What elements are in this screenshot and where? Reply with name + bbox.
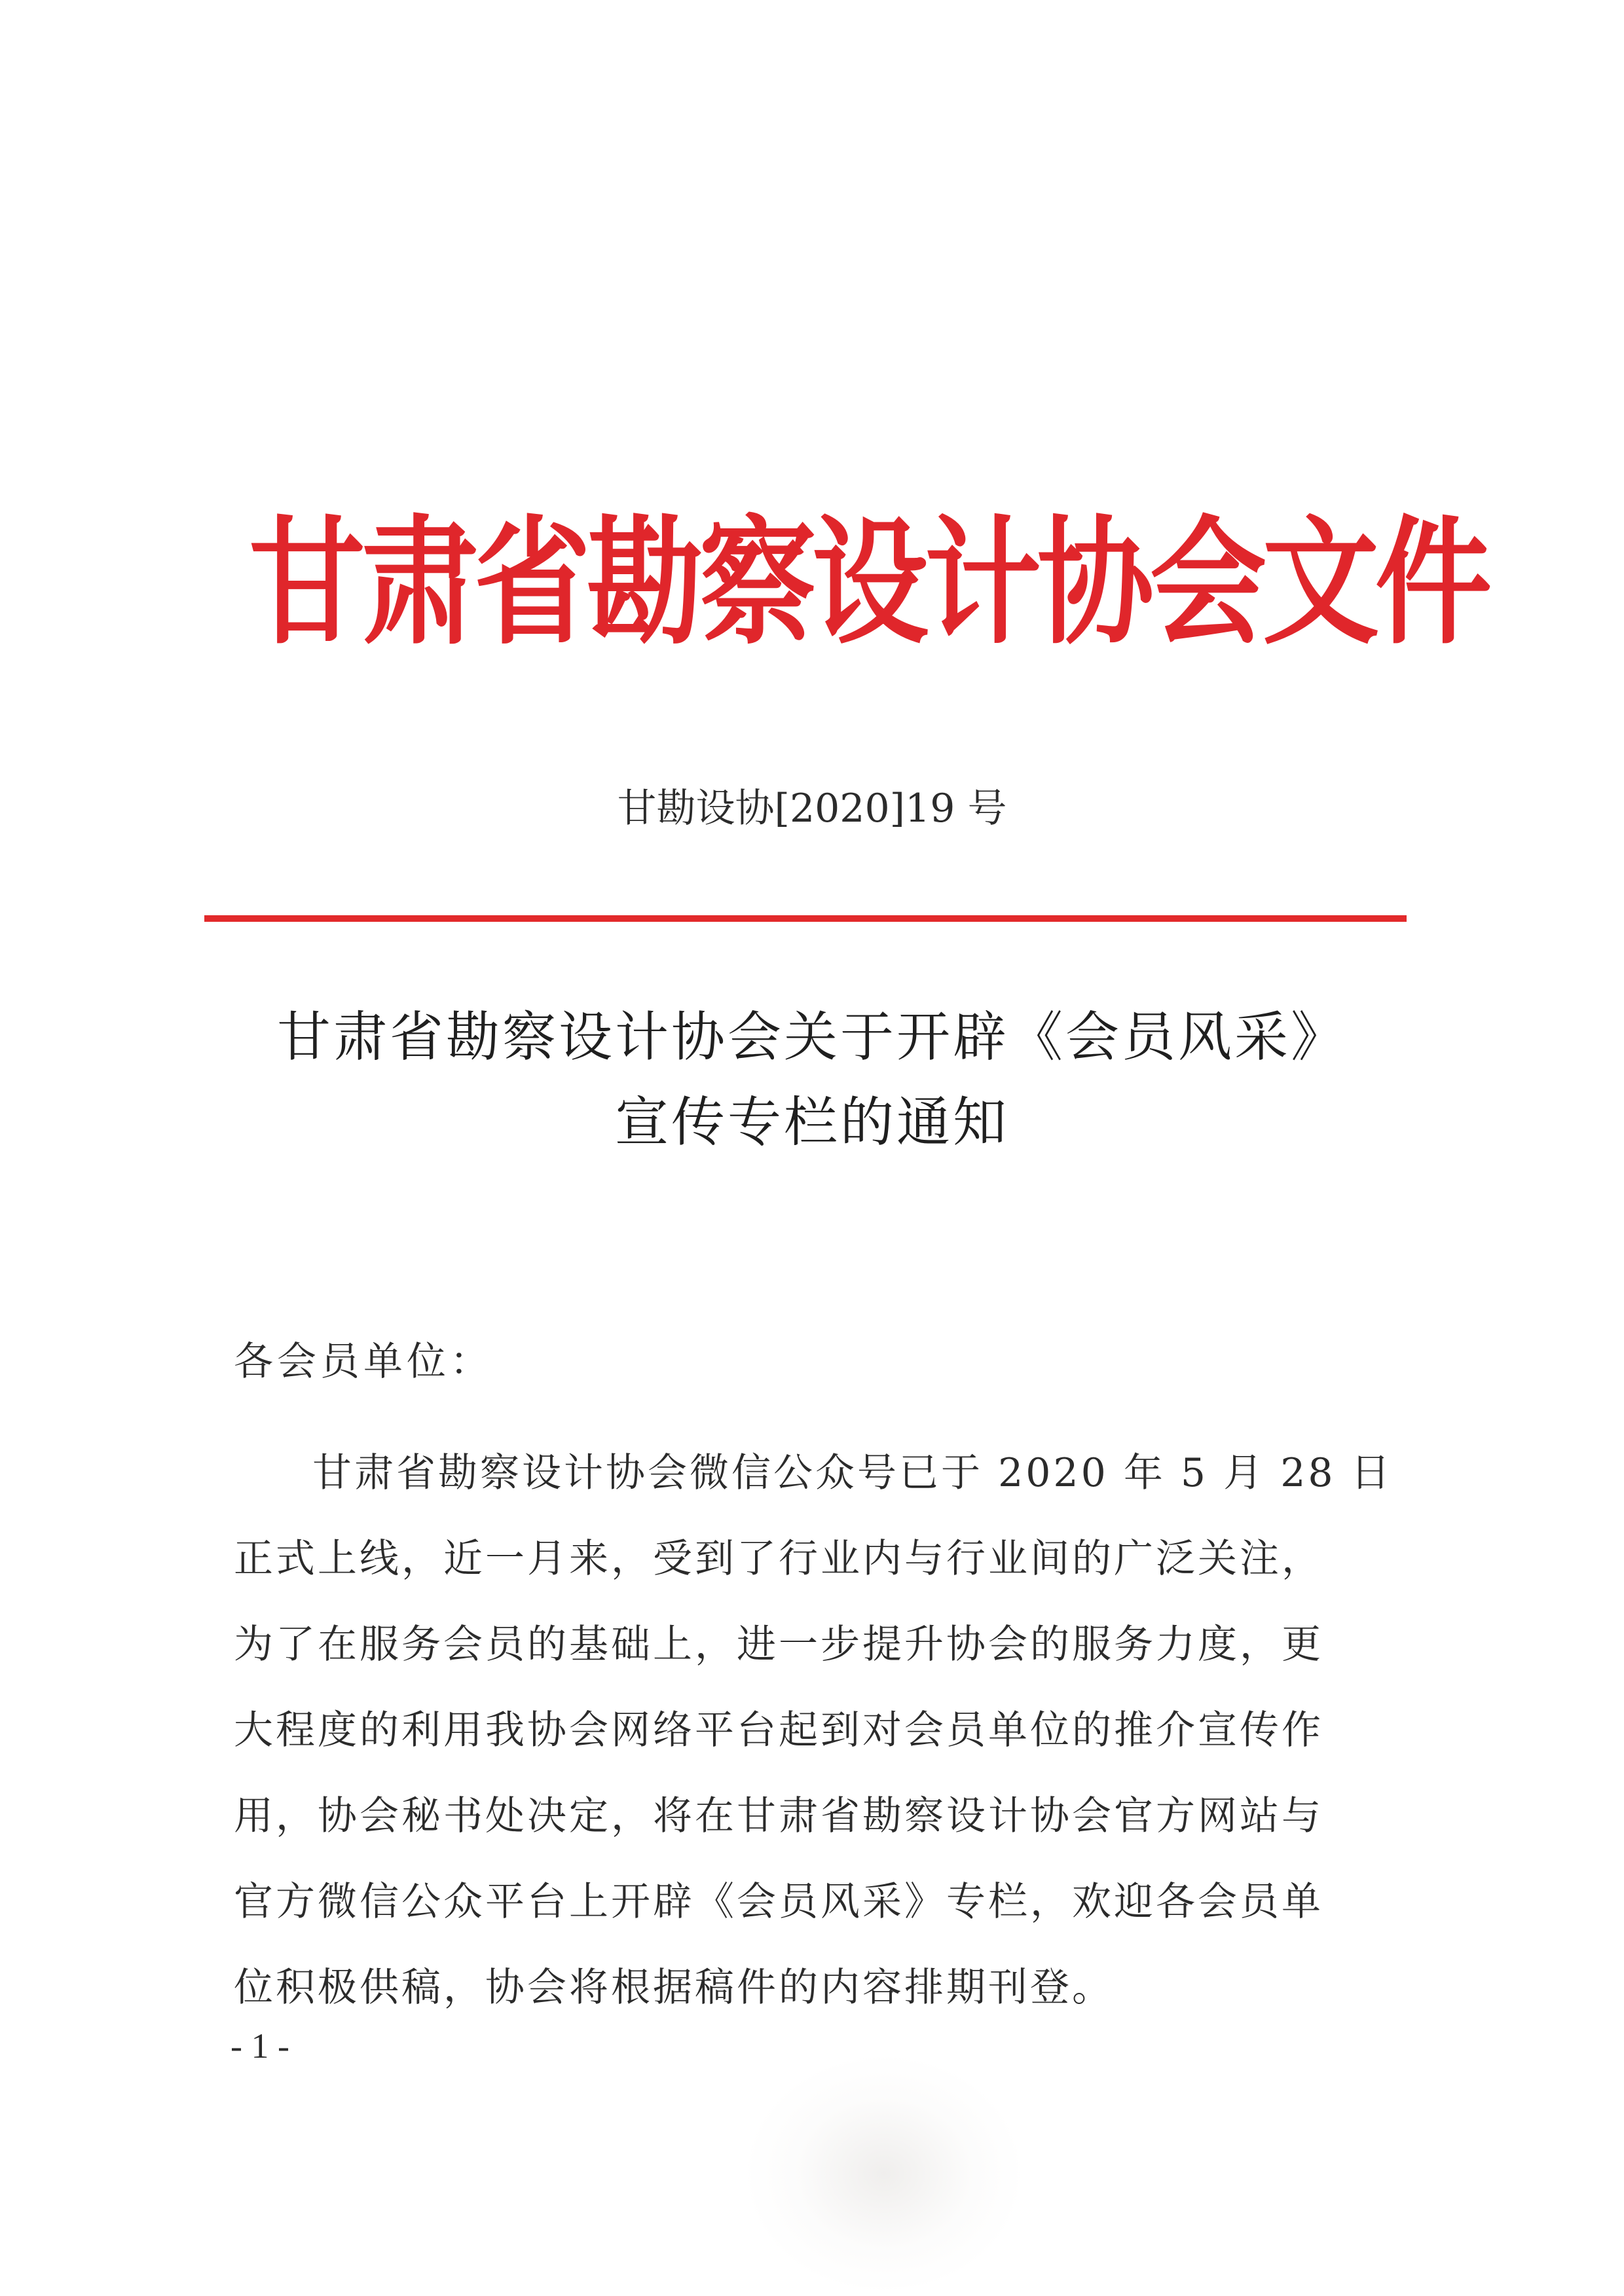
notice-title-line-1: 甘肃省勘察设计协会关于开辟《会员风采》 xyxy=(276,1006,1347,1068)
salutation: 各会员单位： xyxy=(234,1339,493,1385)
body-line: 甘肃省勘察设计协会微信公众号已于 2020 年 5 月 28 日 xyxy=(312,1450,1393,1496)
body-line: 为了在服务会员的基础上，进一步提升协会的服务力度，更 xyxy=(234,1622,1323,1667)
document-number: 甘勘设协[2020]19 号 xyxy=(617,786,1007,831)
red-divider-line xyxy=(204,915,1407,922)
body-line: 官方微信公众平台上开辟《会员风采》专栏，欢迎各会员单 xyxy=(234,1879,1323,1925)
notice-title xyxy=(196,995,1428,1165)
red-header-title: 甘肃省勘察设计协会文件 xyxy=(249,501,1488,663)
body-line: 正式上线，近一月来，受到了行业内与行业间的广泛关注， xyxy=(234,1536,1323,1582)
scan-smudge xyxy=(747,2056,1022,2291)
body-paragraph xyxy=(234,1430,1393,2031)
page-number: - 1 - xyxy=(231,2026,289,2066)
body-line: 大程度的利用我协会网络平台起到对会员单位的推介宣传作 xyxy=(234,1707,1323,1753)
notice-title-line-2: 宣传专栏的通知 xyxy=(614,1091,1009,1154)
body-line: 位积极供稿，协会将根据稿件的内容排期刊登。 xyxy=(234,1965,1114,2011)
body-line: 用，协会秘书处决定，将在甘肃省勘察设计协会官方网站与 xyxy=(234,1793,1323,1839)
